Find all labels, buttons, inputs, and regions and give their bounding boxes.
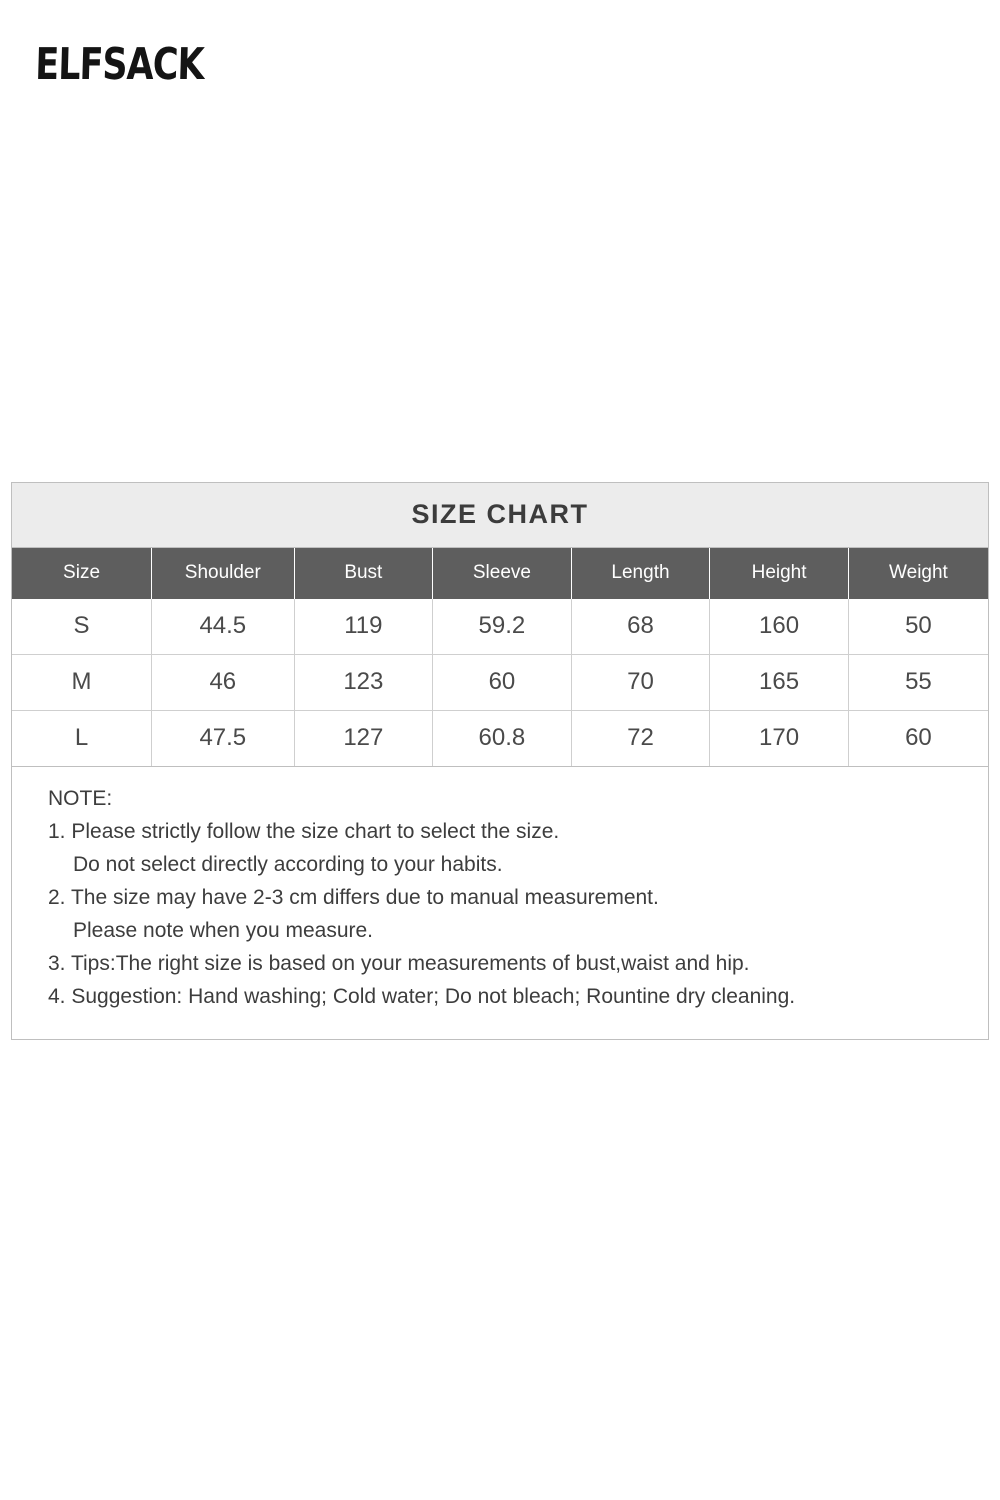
cell-height: 160 — [710, 599, 849, 655]
cell-size: M — [12, 655, 152, 711]
column-header-length: Length — [571, 548, 710, 599]
cell-weight: 50 — [848, 599, 988, 655]
note-line-1: 1. Please strictly follow the size chart to select the size. — [48, 820, 560, 843]
column-header-shoulder: Shoulder — [152, 548, 294, 599]
size-chart-title: SIZE CHART — [12, 483, 988, 548]
note-line-4: 4. Suggestion: Hand washing; Cold water; Do not bleach; Rountine dry cleaning. — [48, 985, 796, 1008]
cell-size: S — [12, 599, 152, 655]
cell-bust: 119 — [294, 599, 433, 655]
cell-shoulder: 44.5 — [152, 599, 294, 655]
table-header-row — [12, 548, 988, 599]
size-chart-note — [12, 767, 988, 1039]
note-line-3: 3. Tips:The right size is based on your measurements of bust,waist and hip. — [48, 952, 750, 975]
cell-sleeve: 60 — [433, 655, 572, 711]
cell-sleeve: 60.8 — [433, 711, 572, 767]
cell-length: 68 — [571, 599, 710, 655]
cell-bust: 123 — [294, 655, 433, 711]
table-row — [12, 711, 988, 767]
note-line-1b: Do not select directly according to your habits. — [73, 853, 503, 876]
cell-weight: 55 — [848, 655, 988, 711]
cell-bust: 127 — [294, 711, 433, 767]
table-row — [12, 599, 988, 655]
size-chart-table — [12, 548, 988, 767]
cell-shoulder: 46 — [152, 655, 294, 711]
column-header-height: Height — [710, 548, 849, 599]
cell-length: 70 — [571, 655, 710, 711]
column-header-sleeve: Sleeve — [433, 548, 572, 599]
size-chart-panel — [11, 482, 989, 1040]
column-header-size: Size — [12, 548, 152, 599]
column-header-bust: Bust — [294, 548, 433, 599]
cell-shoulder: 47.5 — [152, 711, 294, 767]
note-line-2b: Please note when you measure. — [73, 919, 374, 942]
note-title: NOTE: — [48, 787, 113, 810]
cell-length: 72 — [571, 711, 710, 767]
table-row — [12, 655, 988, 711]
column-header-weight: Weight — [848, 548, 988, 599]
cell-weight: 60 — [848, 711, 988, 767]
cell-height: 170 — [710, 711, 849, 767]
cell-height: 165 — [710, 655, 849, 711]
cell-sleeve: 59.2 — [433, 599, 572, 655]
brand-logo: ELFSACK — [34, 40, 205, 90]
note-line-2: 2. The size may have 2-3 cm differs due to manual measurement. — [48, 886, 659, 909]
cell-size: L — [12, 711, 152, 767]
